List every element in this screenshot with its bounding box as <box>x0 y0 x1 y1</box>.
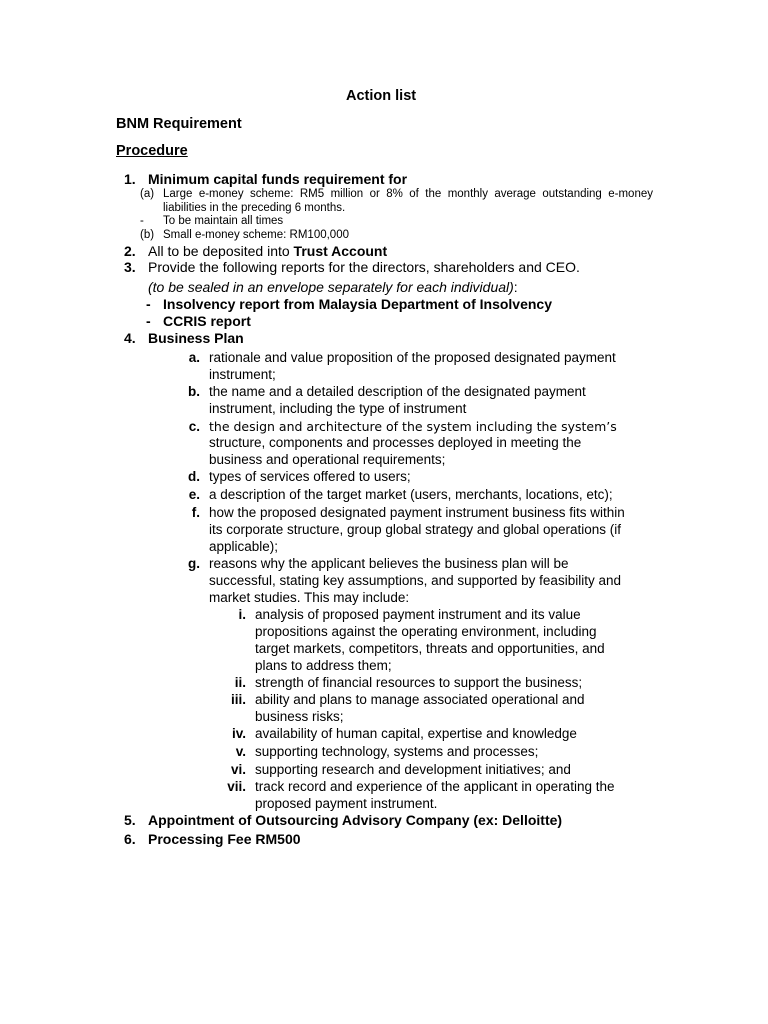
bp-d-line-1: types of services offered to users; <box>209 469 411 484</box>
roman-i-line-1: analysis of proposed payment instrument and its value <box>255 607 581 622</box>
roman-iii-line-1: ability and plans to manage associated operational and <box>255 692 585 707</box>
bp-g-line-2: successful, stating key assumptions, and supported by feasibility and <box>209 573 621 588</box>
sub-b-text: Small e-money scheme: RM100,000 <box>163 229 349 241</box>
roman-ii-line-1: strength of financial resources to support the business; <box>255 675 583 690</box>
bp-a-line-2: instrument; <box>209 367 276 382</box>
item-4-text: Business Plan <box>148 330 244 346</box>
sub-a-marker: (a) <box>140 188 155 200</box>
item-3-text: Provide the following reports for the directors, shareholders and CEO. <box>148 259 580 275</box>
roman-i-line-4: plans to address them; <box>255 658 392 673</box>
item-6-number: 6. <box>124 831 136 847</box>
item-4-number: 4. <box>124 330 136 346</box>
bp-c-line-1: the design and architecture of the system including the system’s <box>209 419 617 434</box>
roman-vii-marker: vii. <box>227 779 246 794</box>
bp-c-line-3: business and operational requirements; <box>209 452 446 467</box>
bp-g-line-1: reasons why the applicant believes the business plan will be <box>209 556 569 571</box>
roman-iv-marker: iv. <box>231 726 246 741</box>
sub-b-marker: (b) <box>140 229 155 241</box>
bp-a-marker: a. <box>188 350 200 365</box>
bp-g-line-3: market studies. This may include: <box>209 590 410 605</box>
item-5-text: Appointment of Outsourcing Advisory Company (ex: Delloitte) <box>148 812 563 828</box>
bp-b-line-1: the name and a detailed description of the designated payment <box>209 384 586 399</box>
item-6-text: Processing Fee RM500 <box>148 831 301 847</box>
bp-a-line-1: rationale and value proposition of the proposed designated payment <box>209 350 616 365</box>
sub-dash-marker: - <box>140 215 144 227</box>
roman-i-line-3: target markets, competitors, threats and opportunities, and <box>255 641 605 656</box>
report-2-text: CCRIS report <box>163 313 251 329</box>
roman-v-marker: v. <box>235 744 246 759</box>
bp-c-line-2: structure, components and processes deployed in meeting the <box>209 435 582 450</box>
procedure-heading: Procedure <box>116 143 188 159</box>
roman-i-line-2: propositions against the operating environment, including <box>255 624 597 639</box>
item-1-number: 1. <box>124 171 136 187</box>
bp-b-line-2: instrument, including the type of instrument <box>209 401 467 416</box>
bp-f-line-2: its corporate structure, group global strategy and global operations (if <box>209 522 621 537</box>
report-1-text: Insolvency report from Malaysia Department of Insolvency <box>163 296 553 312</box>
bp-c-marker: c. <box>188 419 200 434</box>
bp-b-marker: b. <box>188 384 200 399</box>
report-dash-1: - <box>146 296 151 312</box>
item-1-text: Minimum capital funds requirement for <box>148 171 408 187</box>
report-dash-2: - <box>146 313 151 329</box>
roman-iii-line-2: business risks; <box>255 709 344 724</box>
item-2-number: 2. <box>124 243 136 259</box>
item-5-number: 5. <box>124 812 136 828</box>
roman-ii-marker: ii. <box>234 675 246 690</box>
item-3-note: (to be sealed in an envelope separately for each individual): <box>148 279 518 295</box>
bp-d-marker: d. <box>188 469 200 484</box>
bp-e-marker: e. <box>188 487 200 502</box>
sub-dash-text: To be maintain all times <box>163 215 284 227</box>
bp-f-line-1: how the proposed designated payment instrument business fits within <box>209 505 625 520</box>
roman-vii-line-2: proposed payment instrument. <box>255 796 438 811</box>
roman-vi-marker: vi. <box>230 762 246 777</box>
section-heading: BNM Requirement <box>116 116 242 132</box>
roman-v-line-1: supporting technology, systems and processes; <box>255 744 539 759</box>
item-2-text: All to be deposited into Trust Account <box>148 243 388 259</box>
roman-iii-marker: iii. <box>230 692 246 707</box>
bp-f-marker: f. <box>191 505 200 520</box>
item-3-number: 3. <box>124 259 136 275</box>
roman-vii-line-1: track record and experience of the applicant in operating the <box>255 779 615 794</box>
bp-g-marker: g. <box>188 556 200 571</box>
roman-vi-line-1: supporting research and development initiatives; and <box>255 762 571 777</box>
roman-i-marker: i. <box>238 607 246 622</box>
roman-iv-line-1: availability of human capital, expertise and knowledge <box>255 726 577 741</box>
doc-title: Action list <box>346 88 417 104</box>
bp-e-line-1: a description of the target market (users, merchants, locations, etc); <box>209 487 613 502</box>
bp-f-line-3: applicable); <box>209 539 279 554</box>
sub-a-text: Large e-money scheme: RM5 million or 8% of the monthly average outstanding e-money liabilities in the preceding 6 months. <box>163 188 653 214</box>
trust-account-label: Trust Account <box>293 243 388 259</box>
